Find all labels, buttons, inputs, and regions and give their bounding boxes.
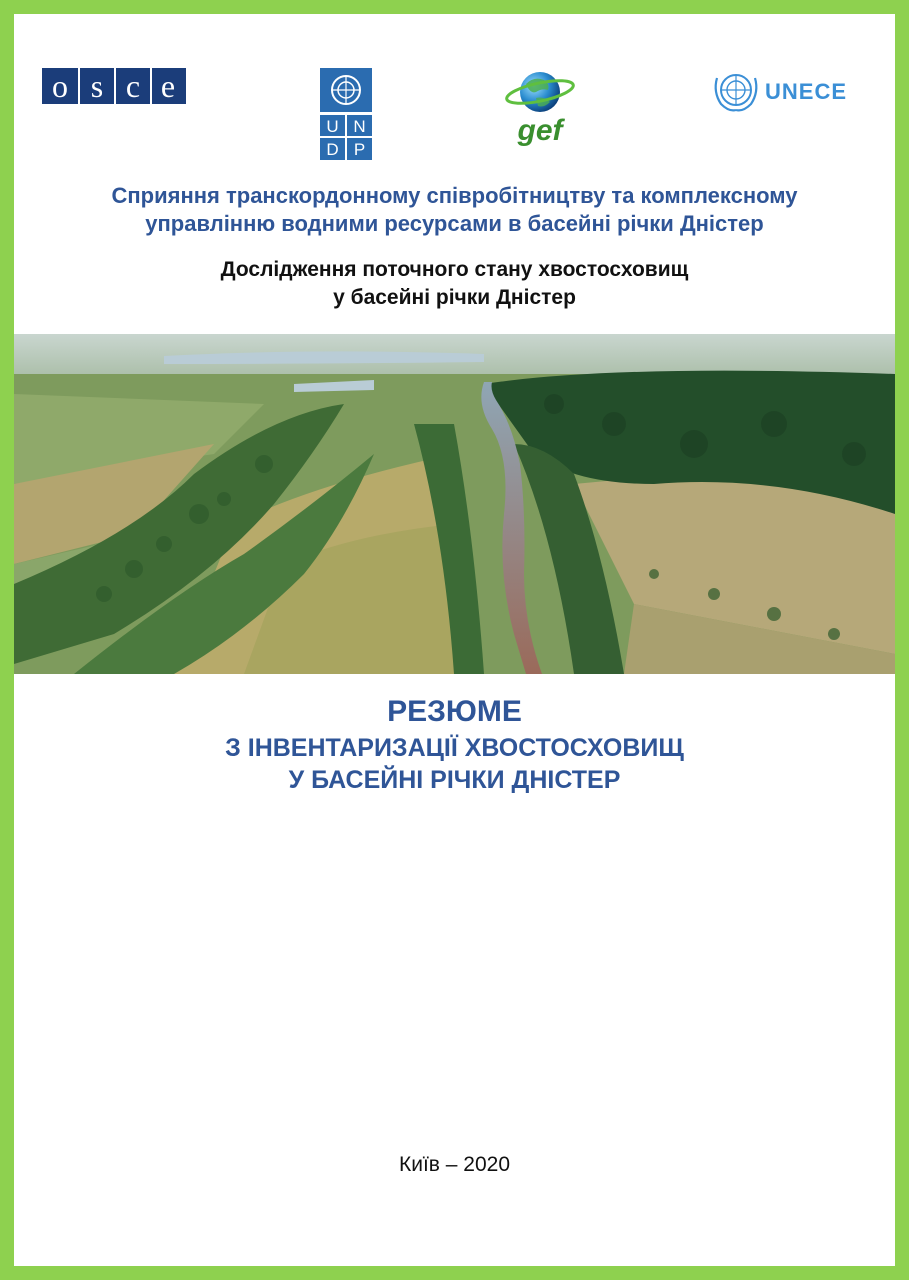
summary-subtitle-line: З ІНВЕНТАРИЗАЦІЇ ХВОСТОСХОВИЩ xyxy=(225,734,684,762)
svg-text:UNECE: UNECE xyxy=(765,79,848,104)
summary-title: РЕЗЮМЕ xyxy=(387,695,522,728)
project-title xyxy=(14,182,895,238)
study-title xyxy=(14,256,895,312)
summary-subtitle xyxy=(14,732,895,796)
study-title-line: у басейні річки Дністер xyxy=(333,286,576,309)
summary-subtitle-line: У БАСЕЙНІ РІЧКИ ДНІСТЕР xyxy=(288,766,621,794)
svg-text:c: c xyxy=(125,68,141,104)
undp-logo xyxy=(320,68,372,160)
svg-text:gef: gef xyxy=(517,114,563,146)
osce-logo xyxy=(42,68,186,104)
gef-logo xyxy=(504,66,578,146)
place-date: Київ – 2020 xyxy=(398,1153,511,1176)
svg-text:U: U xyxy=(326,117,339,136)
svg-text:D: D xyxy=(326,140,339,159)
unece-logo xyxy=(711,66,871,116)
svg-text:e: e xyxy=(160,68,176,104)
svg-text:o: o xyxy=(52,68,68,104)
study-title-line: Дослідження поточного стану хвостосховищ xyxy=(220,258,689,281)
svg-text:s: s xyxy=(90,68,104,104)
river-aerial-photo xyxy=(14,334,895,674)
svg-text:N: N xyxy=(353,117,366,136)
project-title-line: Сприяння транскордонному співробітництву та комплексному xyxy=(111,183,798,208)
partner-logos xyxy=(14,50,895,165)
project-title-line: управлінню водними ресурсами в басейні річки Дністер xyxy=(145,211,764,236)
svg-text:P: P xyxy=(353,140,366,159)
